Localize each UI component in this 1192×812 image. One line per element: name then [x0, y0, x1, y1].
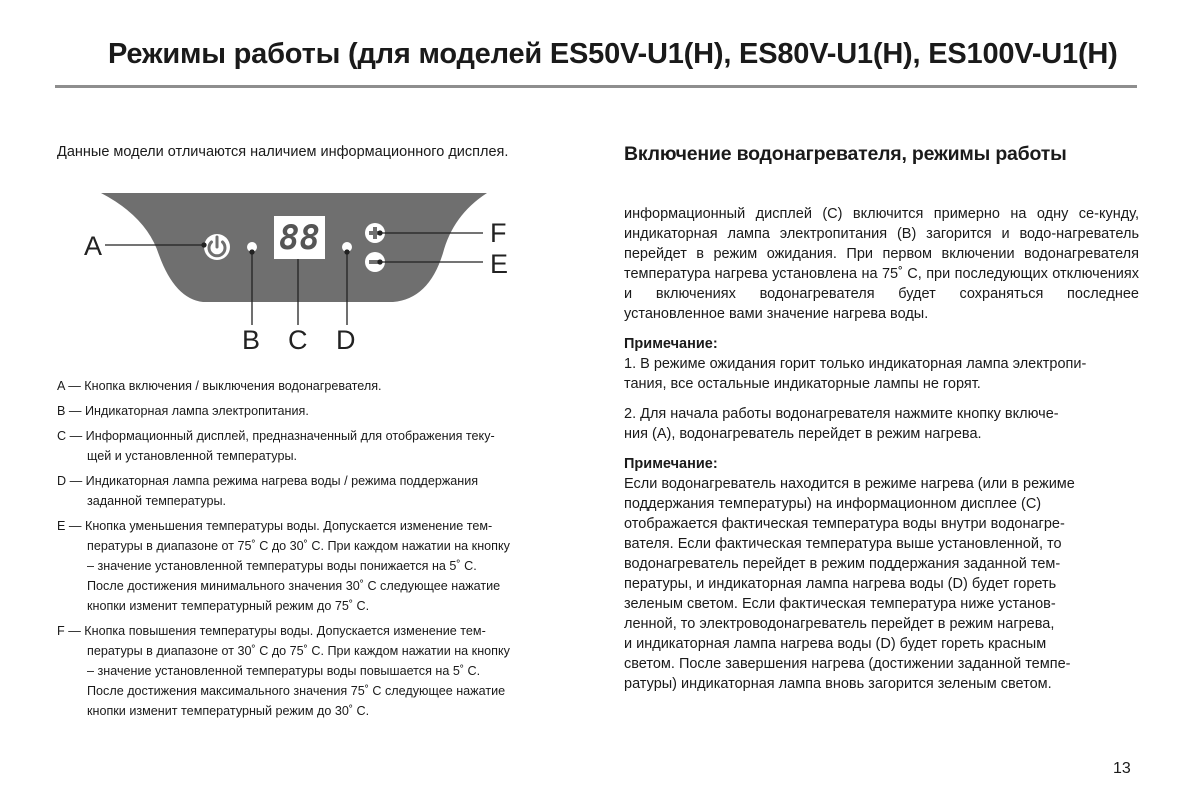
label-d: D [336, 325, 356, 355]
note-paragraph-2: 2. Для начала работы водонагревателя нажмите кнопку включе- ния (A), водонагреватель перейдет в режим нагрева. [624, 406, 1059, 442]
note-label: Примечание: [624, 456, 718, 472]
info-display: 88 [274, 216, 325, 259]
right-column [624, 143, 1139, 694]
label-f: F [490, 218, 507, 248]
legend-item-a: A — Кнопка включения / выключения водонагревателя. [57, 379, 382, 393]
page-number: 13 [1113, 760, 1131, 777]
control-panel-diagram [55, 185, 535, 360]
label-e: E [490, 249, 509, 279]
section-heading: Включение водонагревателя, режимы работы [624, 143, 1067, 165]
title-divider [55, 85, 1137, 88]
legend-item-b: B — Индикаторная лампа электропитания. [57, 404, 309, 418]
legend-item-d: D — Индикаторная лампа режима нагрева воды / режима поддержания заданной температуры. [57, 474, 479, 508]
label-b: B [242, 325, 261, 355]
legend-item-f: F — Кнопка повышения температуры воды. Допускается изменение тем- пературы в диапазоне от 30˚ С до 75˚ С. При каждом нажатии на кнопку – значение установленной температуры воды повышается на 5˚ С. После достижения максимального значения 75˚ С следующее нажатие кнопки изменит температурный режим до 30˚ С. [57, 624, 510, 718]
label-c: C [288, 325, 308, 355]
note-label: Примечание: [624, 336, 718, 352]
intro-paragraph: информационный дисплей (C) включится примерно на одну се-кунду, индикаторная лампа электропитания (B) загорится и водо-нагреватель перейдет в режим ожидания. При первом включении водонагревателя температура нагрева установлена на 75˚ С, при последующих отключениях и включениях водонагревателя будет сохраняться последнее установленное вами значение нагрева воды. [624, 206, 1139, 322]
note-paragraph-3: Если водонагреватель находится в режиме нагрева (или в режиме поддержания температуры) на информационном дисплее (C) отображается фактическая температура воды внутри водонагре- вателя. Если фактическая температура выше установленной, то водонагреватель перейдет в режим поддержания заданной тем- пературы, и индикаторная лампа нагрева воды (D) будет гореть зеленым светом. Если фактическая температура ниже установ- ленной, то электроводонагреватель перейдет в режим нагрева, и индикаторная лампа нагрева воды (D) будет гореть красным светом. После завершения нагрева (достижении заданной темпе- ратуры) индикаторная лампа вновь загорится зеленым светом. [624, 476, 1075, 692]
legend-item-c: C — Информационный дисплей, предназначенный для отображения теку- щей и установленной температуры. [57, 429, 495, 463]
power-button-icon [204, 234, 230, 260]
note-paragraph-1: 1. В режиме ожидания горит только индикаторная лампа электропи- тания, все остальные индикаторные лампы не горят. [624, 356, 1087, 392]
label-a: A [84, 231, 103, 261]
legend-list [57, 376, 567, 726]
legend-item-e: E — Кнопка уменьшения температуры воды. Допускается изменение тем- пературы в диапазоне от 75˚ С до 30˚ С. При каждом нажатии на кнопку – значение установленной температуры воды понижается на 5˚ С. После достижения минимального значения 30˚ С следующее нажатие кнопки изменит температурный режим до 75˚ С. [57, 519, 510, 613]
intro-text: Данные модели отличаются наличием информационного дисплея. [57, 144, 509, 160]
page-title: Режимы работы (для моделей ES50V-U1(H), ES80V-U1(H), ES100V-U1(H) [108, 38, 1118, 70]
